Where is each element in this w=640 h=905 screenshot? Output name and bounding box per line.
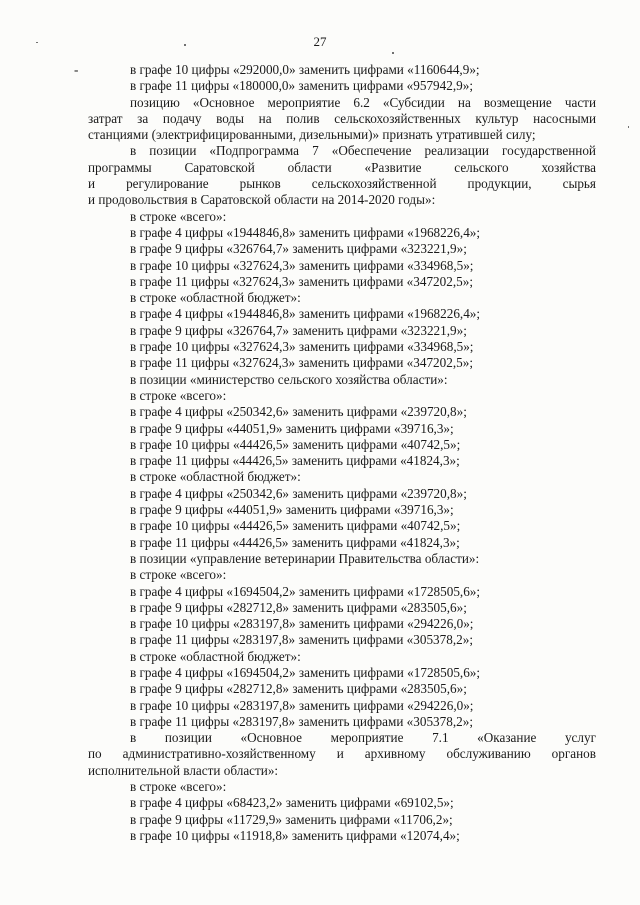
text-line xyxy=(88,127,596,143)
text-line xyxy=(88,584,596,600)
text-line xyxy=(88,600,596,616)
text-line xyxy=(88,192,596,208)
line-text: в позиции «управление ветеринарии Правительства области»: xyxy=(130,550,480,566)
line-text: станциями (электрифицированными, дизельными)» признать утратившей силу; xyxy=(88,127,536,143)
text-line xyxy=(88,698,596,714)
line-text: в графе 9 цифры «11729,9» заменить цифрами «11706,2»; xyxy=(130,811,453,827)
scan-speck xyxy=(184,44,186,46)
line-text: в строке «областной бюджет»: xyxy=(130,290,301,306)
text-line xyxy=(88,649,596,665)
page-number: 27 xyxy=(313,34,327,49)
line-text: в графе 4 цифры «1944846,8» заменить цифрами «1968226,4»; xyxy=(130,306,481,322)
line-text: в строке «областной бюджет»: xyxy=(130,648,301,664)
line-text: в графе 9 цифры «44051,9» заменить цифрами «39716,3»; xyxy=(130,502,454,518)
line-text: в графе 10 цифры «327624,3» заменить цифрами «334968,5»; xyxy=(130,339,474,355)
line-text: в строке «областной бюджет»: xyxy=(130,469,301,485)
text-line xyxy=(88,323,596,339)
text-line xyxy=(88,258,596,274)
text-line xyxy=(88,225,596,241)
text-line xyxy=(74,62,596,78)
line-text: в графе 10 цифры «283197,8» заменить цифрами «294226,0»; xyxy=(130,697,474,713)
line-text: в позиции «Подпрограмма 7 «Обеспечение реализации государственной xyxy=(130,143,596,159)
line-text: позицию «Основное мероприятие 6.2 «Субсидии на возмещение части xyxy=(130,94,596,110)
text-line xyxy=(88,290,596,306)
text-line xyxy=(88,535,596,551)
text-line xyxy=(88,78,596,94)
line-text: в графе 10 цифры «283197,8» заменить цифрами «294226,0»; xyxy=(130,616,474,632)
line-text: в графе 9 цифры «326764,7» заменить цифрами «323221,9»; xyxy=(130,322,467,338)
scan-speck xyxy=(392,52,394,54)
text-line xyxy=(88,486,596,502)
text-line xyxy=(88,404,596,420)
line-text: в графе 10 цифры «11918,8» заменить цифрами «12074,4»; xyxy=(130,827,460,843)
text-line xyxy=(88,241,596,257)
text-line xyxy=(88,812,596,828)
text-line xyxy=(88,616,596,632)
line-text: в графе 4 цифры «1694504,2» заменить цифрами «1728505,6»; xyxy=(130,664,481,680)
text-line xyxy=(88,111,596,127)
text-line xyxy=(88,437,596,453)
line-text: в строке «всего»: xyxy=(130,779,227,795)
text-line xyxy=(88,665,596,681)
text-line xyxy=(88,567,596,583)
line-text: в графе 4 цифры «250342,6» заменить цифрами «239720,8»; xyxy=(130,485,467,501)
line-text: и продовольствия в Саратовской области на 2014-2020 годы»: xyxy=(88,192,436,208)
line-text: в графе 10 цифры «44426,5» заменить цифрами «40742,5»; xyxy=(130,518,461,534)
text-line xyxy=(88,763,596,779)
text-line xyxy=(88,143,596,159)
line-text: в графе 11 цифры «283197,8» заменить цифрами «305378,2»; xyxy=(130,632,473,648)
scan-speck xyxy=(36,42,38,43)
line-text: затрат за подачу воды на полив сельскохозяйственных культур насосными xyxy=(88,110,596,126)
text-line xyxy=(88,551,596,567)
line-text: в графе 11 цифры «327624,3» заменить цифрами «347202,5»; xyxy=(130,355,473,371)
line-text: в графе 9 цифры «282712,8» заменить цифрами «283505,6»; xyxy=(130,681,467,697)
text-line xyxy=(88,518,596,534)
line-text: в графе 11 цифры «44426,5» заменить цифрами «41824,3»; xyxy=(130,453,460,469)
text-line xyxy=(88,828,596,844)
line-text: в графе 11 цифры «180000,0» заменить цифрами «957942,9»; xyxy=(130,78,473,94)
line-text: в графе 11 цифры «44426,5» заменить цифрами «41824,3»; xyxy=(130,534,460,550)
list-dash: - xyxy=(74,62,79,77)
line-text: в графе 4 цифры «68423,2» заменить цифрами «69102,5»; xyxy=(130,795,454,811)
line-text: в графе 10 цифры «44426,5» заменить цифрами «40742,5»; xyxy=(130,436,461,452)
text-line xyxy=(88,632,596,648)
text-line xyxy=(88,795,596,811)
text-line xyxy=(88,176,596,192)
line-text: в строке «всего»: xyxy=(130,567,227,583)
text-line xyxy=(88,421,596,437)
text-line xyxy=(88,95,596,111)
line-text: в графе 9 цифры «44051,9» заменить цифрами «39716,3»; xyxy=(130,420,454,436)
text-line xyxy=(88,160,596,176)
document-body xyxy=(74,62,596,844)
line-text: в графе 11 цифры «327624,3» заменить цифрами «347202,5»; xyxy=(130,273,473,289)
text-line xyxy=(88,355,596,371)
text-line xyxy=(88,306,596,322)
text-line xyxy=(88,339,596,355)
line-text: исполнительной власти области»: xyxy=(88,762,279,778)
line-text: в графе 4 цифры «250342,6» заменить цифрами «239720,8»; xyxy=(130,404,467,420)
text-line xyxy=(88,209,596,225)
line-text: в графе 10 цифры «327624,3» заменить цифрами «334968,5»; xyxy=(130,257,474,273)
text-line xyxy=(88,681,596,697)
line-text: в позиции «Основное мероприятие 7.1 «Оказание услуг xyxy=(130,730,596,746)
text-line xyxy=(88,274,596,290)
text-line xyxy=(88,502,596,518)
text-line xyxy=(88,779,596,795)
text-line xyxy=(88,730,596,746)
line-text: в графе 4 цифры «1694504,2» заменить цифрами «1728505,6»; xyxy=(130,583,481,599)
line-text: по административно-хозяйственному и архивному обслуживанию органов xyxy=(88,746,596,762)
line-text: в графе 11 цифры «283197,8» заменить цифрами «305378,2»; xyxy=(130,713,473,729)
line-text: в строке «всего»: xyxy=(130,387,227,403)
text-line xyxy=(88,453,596,469)
line-text: в графе 9 цифры «326764,7» заменить цифрами «323221,9»; xyxy=(130,241,467,257)
line-text: и регулирование рынков сельскохозяйственной продукции, сырья xyxy=(88,176,596,192)
text-line xyxy=(88,746,596,762)
line-text: в строке «всего»: xyxy=(130,208,227,224)
text-line xyxy=(88,714,596,730)
line-text: в графе 10 цифры «292000,0» заменить цифрами «1160644,9»; xyxy=(130,62,480,77)
line-text: в графе 9 цифры «282712,8» заменить цифрами «283505,6»; xyxy=(130,599,467,615)
scan-speck xyxy=(628,126,629,128)
line-text: в позиции «министерство сельского хозяйства области»: xyxy=(130,371,448,387)
line-text: в графе 4 цифры «1944846,8» заменить цифрами «1968226,4»; xyxy=(130,224,481,240)
text-line xyxy=(88,388,596,404)
line-text: программы Саратовской области «Развитие сельского хозяйства xyxy=(88,159,596,175)
text-line xyxy=(88,469,596,485)
text-line xyxy=(88,372,596,388)
